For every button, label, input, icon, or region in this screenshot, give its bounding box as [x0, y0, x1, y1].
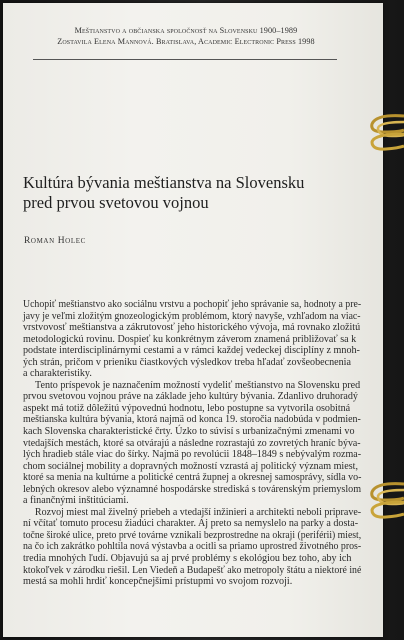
- body-line: meštianska kultúra bývania, ktorá najmä od konca 19. storočia nadobúda v podmien-: [23, 414, 361, 426]
- body-line: ktoré sa menia na kultúrne a politické centrá župnej a okresnej samosprávy, sídla vo-: [23, 472, 362, 484]
- body-line: Uchopiť meštianstvo ako sociálnu vrstvu a pochopiť jeho správanie sa, hodnoty a pre-: [23, 299, 362, 310]
- body-line: vrstvovosť meštianstva a zákrutovosť jeho historického vývoja, má rovnako zložitú: [23, 322, 361, 334]
- body-line: javy je veľmi zložitým gnozeologickým problémom, ktorý navyše, vzhľadom na viac-: [23, 310, 361, 322]
- body-line: podstate interdisciplinárnymi cestami a v rámci každej vedeckej disciplíny z mnoh-: [23, 345, 360, 357]
- body-line: ktokoľvek v zárodku riešil. Len Viedeň a Budapešť ako metropoly štátu a niektoré iné: [23, 564, 362, 576]
- body-line: lebných okresov alebo významné hospodárske strediská s továrenským priemyslom: [23, 483, 362, 495]
- title-line-1: Kultúra bývania meštianstva na Slovensku: [23, 173, 305, 192]
- article-title: [23, 173, 353, 213]
- header-line-2: Zostavila Elena Mannová. Bratislava, Academic Electronic Press 1998: [57, 37, 315, 46]
- body-line: na čo ich zakrátko pohltila nová výstavba a ocitli sa priamo uprostred životného pros-: [23, 541, 362, 553]
- body-line: chom sociálnej mobility a dopravných možností vzrastá aj politický význam miest,: [23, 460, 358, 472]
- binder-clip-icon: [366, 478, 404, 522]
- body-line: metodologickú rovinu. Dospieť ku konkrétnym záverom znamená približovať sa k: [23, 333, 357, 345]
- body-line: Tento príspevok je naznačením možností vydeliť meštianstvo na Slovensku pred: [35, 379, 361, 391]
- body-line: a finančnými inštitúciami.: [23, 495, 129, 507]
- body-line: aspekt má totiž dôležitú výpovednú hodnotu, lebo postupne sa vytvorila osobitná: [23, 402, 351, 414]
- body-line: lých hradieb stále viac do šírky. Najmä po revolúcii 1848–1849 s nebývalým rozma-: [23, 449, 362, 461]
- body-line: mestá sa mohli hrdiť koncepčnejšími prístupmi vo svojom rozvoji.: [23, 576, 293, 588]
- body-text: [23, 299, 361, 588]
- body-line: ých strán, pričom v prieniku čiastkových výsledkov treba hľadať zovšeobecnenia: [23, 356, 351, 368]
- header-line-1: Meštianstvo a občianska spoločnosť na Slovensku 1900–1989: [74, 26, 298, 35]
- body-line: točne široké ulice, preto prvé továrne vznikali bezprostredne na okraji (periférii) miest,: [23, 529, 362, 541]
- author-name: Roman Holec: [24, 236, 86, 246]
- title-line-2: pred prvou svetovou vojnou: [23, 193, 209, 212]
- body-line: vtedajších mestách, ktoré sa otvárajú a následne rozrastajú zo zovretých hraníc býva-: [23, 437, 361, 449]
- body-line: a charakteristiky.: [23, 368, 92, 380]
- header-rule: [33, 59, 337, 60]
- body-line: kach Slovenska charakteristické črty. Úzko to súvisí s urbanizačnými zmenami vo: [23, 426, 355, 438]
- running-header: [36, 25, 336, 47]
- body-line: ní včítať tomuto procesu žiadúci charakter. Aj preto sa nemyslelo na parky a dosta-: [23, 518, 359, 530]
- binder-clip-icon: [366, 110, 404, 154]
- body-line: tredia mnohých ľudí. Objavujú sa aj prvé problémy s ekológiou bez toho, aby ich: [23, 553, 352, 565]
- body-line: prvou svetovou vojnou práve na základe jeho kultúry bývania. Zdanlivo druhoradý: [23, 391, 358, 403]
- body-line: Rozvoj miest mal živelný priebeh a vtedajší inžinieri a architekti neboli priprave-: [34, 506, 362, 518]
- book-page: [3, 3, 383, 637]
